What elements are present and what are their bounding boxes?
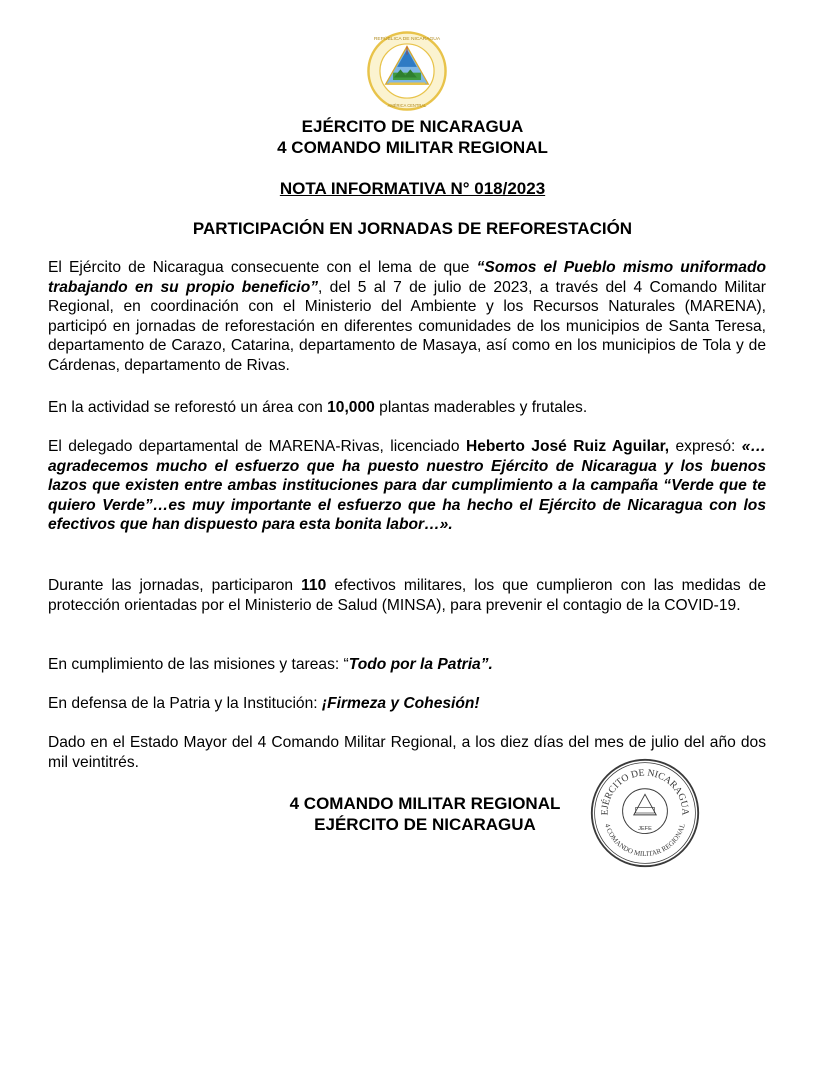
p4-text-c: efectivos militares, los que cumplieron con las medidas de protección orientadas por el Ministerio de Salud (MINSA), para prevenir el contagio de la COVID-19. bbox=[48, 577, 766, 614]
p3-delegate-name: Heberto José Ruiz Aguilar, bbox=[465, 438, 670, 455]
p3-quote: «…agradecemos mucho el esfuerzo que ha puesto nuestro Ejército de Nicaragua y los buenos lazos que existen entre ambas instituciones para dar cumplimiento a la campaña “Verde que te quiero Verde”…es muy importante el esfuerzo que ha hecho el Ejército de Nicaragua con los efectivos que han dispuesto para esta bonita labor…». bbox=[48, 438, 766, 533]
paragraph-area bbox=[48, 398, 766, 418]
nota-number: NOTA INFORMATIVA N° 018/2023 bbox=[279, 179, 546, 198]
paragraph-participants bbox=[48, 576, 766, 615]
p2-plants-count: 10,000 bbox=[327, 399, 375, 416]
stamp-ring-bottom: 4 COMANDO MILITAR REGIONAL bbox=[603, 822, 687, 858]
p5-slogan: Todo por la Patria”. bbox=[348, 656, 493, 673]
signature-command: 4 COMANDO MILITAR REGIONAL bbox=[289, 794, 561, 813]
p4-troops-count: 110 bbox=[301, 577, 327, 594]
official-seal-stamp-icon bbox=[589, 757, 701, 869]
paragraph-mission bbox=[48, 655, 766, 675]
paragraph-defense bbox=[48, 694, 766, 714]
paragraph-quote bbox=[48, 437, 766, 535]
stamp-ring-top: EJÉRCITO DE NICARAGUA bbox=[599, 767, 691, 816]
p6-text-a: En defensa de la Patria y la Institución: bbox=[48, 695, 322, 712]
p5-text-a: En cumplimiento de las misiones y tareas: “ bbox=[48, 656, 349, 673]
emblem-ring-top: REPÚBLICA DE NICARAGUA bbox=[373, 36, 441, 42]
p2-text-c: plantas maderables y frutales. bbox=[374, 399, 588, 416]
header-command: 4 COMANDO MILITAR REGIONAL bbox=[277, 138, 548, 157]
p4-text-a: Durante las jornadas, participaron bbox=[48, 577, 302, 594]
paragraph-intro bbox=[48, 258, 766, 375]
stamp-center: JEFE bbox=[638, 825, 652, 832]
p1-motto: “Somos el Pueblo mismo uniformado trabajando en su propio beneficio” bbox=[48, 259, 767, 296]
p2-text-a: En la actividad se reforestó un área con bbox=[48, 399, 328, 416]
nicaragua-coat-of-arms-icon bbox=[366, 30, 448, 112]
p6-slogan: ¡Firmeza y Cohesión! bbox=[321, 695, 480, 712]
document-title: PARTICIPACIÓN EN JORNADAS DE REFORESTACIÓN bbox=[192, 219, 633, 238]
p3-text-a: El delegado departamental de MARENA-Rivas, licenciado bbox=[48, 438, 466, 455]
emblem-ring-bottom: AMÉRICA CENTRAL bbox=[387, 103, 427, 109]
header-army: EJÉRCITO DE NICARAGUA bbox=[301, 117, 524, 136]
p1-text-c: , del 5 al 7 de julio de 2023, a través del 4 Comando Militar Regional, en coordinación con el Ministerio del Ambiente y los Recursos Naturales (MARENA), participó en jornadas de reforestación en diferentes comunidades de los municipios de Santa Teresa, departamento de Carazo, Catarina, departamento de Masaya, así como en los municipios de Tola y de Cárdenas, departamento de Rivas. bbox=[48, 278, 766, 374]
p7-text: Dado en el Estado Mayor del 4 Comando Militar Regional, a los diez días del mes de julio del año dos mil veintitrés. bbox=[48, 734, 766, 771]
signature-army: EJÉRCITO DE NICARAGUA bbox=[314, 815, 536, 834]
p3-text-c: expresó: bbox=[669, 438, 742, 455]
p1-text-a: El Ejército de Nicaragua consecuente con el lema de que bbox=[48, 259, 477, 276]
